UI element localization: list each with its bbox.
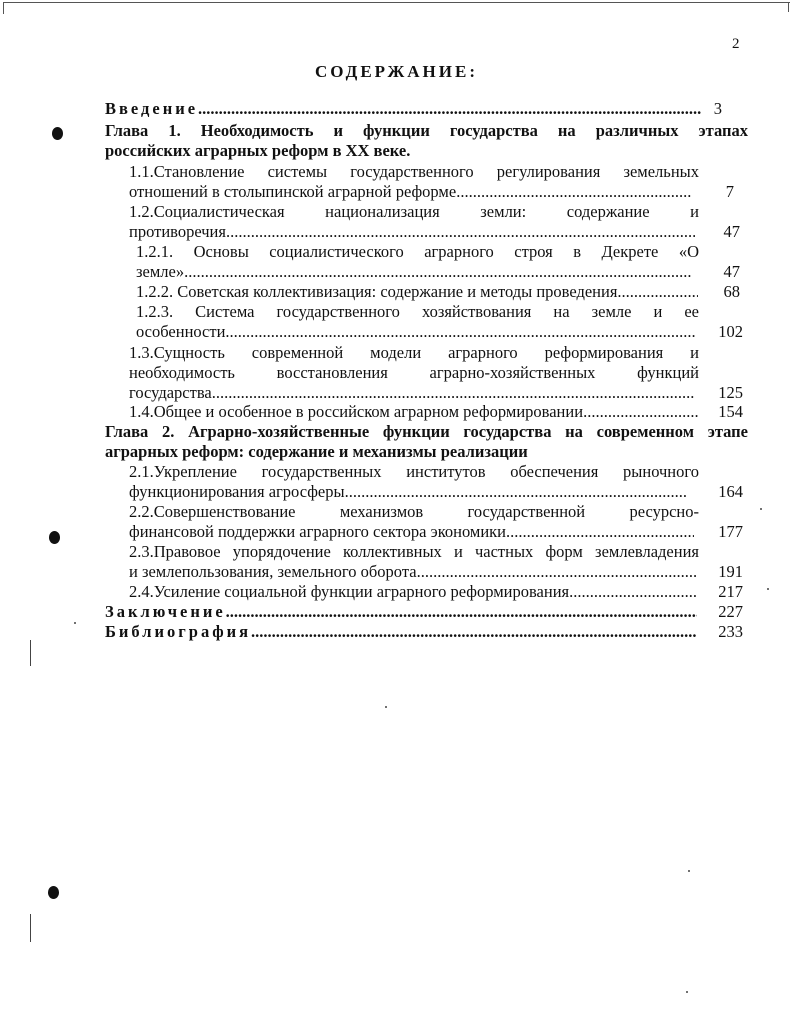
leader-dots bbox=[184, 262, 691, 282]
toc-entry-title: отношений в столыпинской аграрной реформе bbox=[129, 182, 457, 201]
scan-speck bbox=[686, 991, 688, 993]
toc-entry-1-2[interactable]: 1.2.Социалистическая национализация земли: содержание и bbox=[129, 202, 699, 221]
toc-entry-title: функционирования агросферы bbox=[129, 482, 345, 501]
leader-dots bbox=[569, 582, 697, 602]
scan-mark bbox=[30, 640, 31, 666]
punch-hole-middle bbox=[49, 531, 60, 544]
toc-entry-1-4[interactable] bbox=[129, 402, 699, 422]
leader-dots bbox=[417, 562, 696, 582]
scan-border-left bbox=[3, 2, 4, 14]
toc-entry-conclusion[interactable] bbox=[105, 602, 697, 622]
toc-entry-2-3-cont bbox=[129, 562, 696, 582]
toc-entry-title: государства bbox=[129, 383, 212, 402]
toc-page-number: 233 bbox=[718, 622, 743, 641]
leader-dots bbox=[212, 383, 695, 403]
toc-entry-1-3-cont2 bbox=[129, 383, 695, 403]
toc-page-number: 154 bbox=[718, 402, 743, 421]
scan-speck bbox=[760, 508, 762, 510]
leader-dots bbox=[251, 622, 697, 642]
toc-chapter-1[interactable]: Глава 1. Необходимость и функции государства на различных этапах bbox=[105, 121, 748, 140]
toc-entry-1-2-1[interactable]: 1.2.1. Основы социалистического аграрного строя в Декрете «О bbox=[136, 242, 699, 261]
leader-dots bbox=[506, 522, 694, 542]
toc-entry-1-2-2[interactable] bbox=[136, 282, 698, 302]
leader-dots bbox=[226, 602, 697, 622]
toc-entry-2-1-cont bbox=[129, 482, 687, 502]
scan-border-right bbox=[788, 2, 789, 12]
toc-entry-title: земле» bbox=[136, 262, 185, 281]
toc-page-number: 7 bbox=[725, 182, 734, 201]
toc-entry-title: 1.4.Общее и особенное в российском аграрном реформировании bbox=[129, 402, 584, 421]
toc-entry-2-2-cont bbox=[129, 522, 694, 542]
toc-entry-2-1[interactable]: 2.1.Укрепление государственных институтов обеспечения рыночного bbox=[129, 462, 699, 481]
leader-dots bbox=[617, 282, 698, 302]
toc-page-number: 125 bbox=[718, 383, 743, 402]
scan-mark bbox=[30, 914, 31, 942]
toc-entry-1-3-cont: необходимость восстановления аграрно-хозяйственных функций bbox=[129, 363, 699, 382]
toc-page-number: 68 bbox=[723, 282, 740, 301]
scan-speck bbox=[74, 622, 76, 624]
scan-speck bbox=[385, 706, 387, 708]
toc-page-number: 217 bbox=[718, 582, 743, 601]
toc-chapter-2-cont: аграрных реформ: содержание и механизмы реализации bbox=[105, 442, 528, 461]
toc-entry-title: Заключение bbox=[105, 602, 226, 621]
toc-page-number: 164 bbox=[718, 482, 743, 501]
toc-entry-1-1-cont bbox=[129, 182, 691, 202]
leader-dots bbox=[225, 322, 696, 342]
toc-entry-1-2-1-cont bbox=[136, 262, 691, 282]
toc-entry-2-4[interactable] bbox=[129, 582, 697, 602]
toc-entry-1-1[interactable]: 1.1.Становление системы государственного регулирования земельных bbox=[129, 162, 699, 181]
toc-entry-title: 2.4.Усиление социальной функции аграрного реформирования bbox=[129, 582, 570, 601]
toc-entry-title: 1.2.2. Советская коллективизация: содержание и методы проведения bbox=[136, 282, 618, 301]
toc-page-number: 3 bbox=[713, 99, 722, 118]
toc-entry-title: особенности bbox=[136, 322, 226, 341]
toc-entry-title: финансовой поддержки аграрного сектора экономики bbox=[129, 522, 507, 541]
toc-page-number: 191 bbox=[718, 562, 743, 581]
toc-entry-bibliography[interactable] bbox=[105, 622, 697, 642]
leader-dots bbox=[345, 482, 687, 502]
toc-entry-title: Введение bbox=[105, 99, 199, 118]
toc-entry-title: Библиография bbox=[105, 622, 252, 641]
scan-border-top bbox=[4, 2, 790, 3]
punch-hole-bottom bbox=[48, 886, 59, 899]
toc-chapter-2[interactable]: Глава 2. Аграрно-хозяйственные функции государства на современном этапе bbox=[105, 422, 748, 441]
toc-page-number: 102 bbox=[718, 322, 743, 341]
toc-entry-1-2-3-cont bbox=[136, 322, 696, 342]
toc-page-number: 227 bbox=[718, 602, 743, 621]
scan-speck bbox=[688, 870, 690, 872]
toc-entry-title: и землепользования, земельного оборота bbox=[129, 562, 417, 581]
toc-page-number: 47 bbox=[723, 262, 740, 281]
leader-dots bbox=[583, 402, 699, 422]
toc-entry-2-2[interactable]: 2.2.Совершенствование механизмов государственной ресурсно- bbox=[129, 502, 699, 521]
toc-chapter-1-cont: российских аграрных реформ в XX веке. bbox=[105, 141, 411, 160]
punch-hole-top bbox=[52, 127, 63, 140]
scan-speck bbox=[767, 588, 769, 590]
toc-page-number: 47 bbox=[723, 222, 740, 241]
toc-entry-1-2-cont bbox=[129, 222, 695, 242]
toc-page-number: 177 bbox=[718, 522, 743, 541]
toc-entry-intro[interactable] bbox=[105, 99, 701, 119]
leader-dots bbox=[198, 99, 701, 119]
toc-entry-2-3[interactable]: 2.3.Правовое упорядочение коллективных и частных форм землевладения bbox=[129, 542, 699, 561]
leader-dots bbox=[456, 182, 691, 202]
toc-entry-1-3[interactable]: 1.3.Сущность современной модели аграрного реформирования и bbox=[129, 343, 699, 362]
page-title: СОДЕРЖАНИЕ: bbox=[314, 62, 478, 81]
toc-entry-1-2-3[interactable]: 1.2.3. Система государственного хозяйствования на земле и ее bbox=[136, 302, 699, 321]
leader-dots bbox=[226, 222, 695, 242]
toc-entry-title: противоречия bbox=[129, 222, 226, 241]
page-number: 2 bbox=[732, 36, 740, 52]
